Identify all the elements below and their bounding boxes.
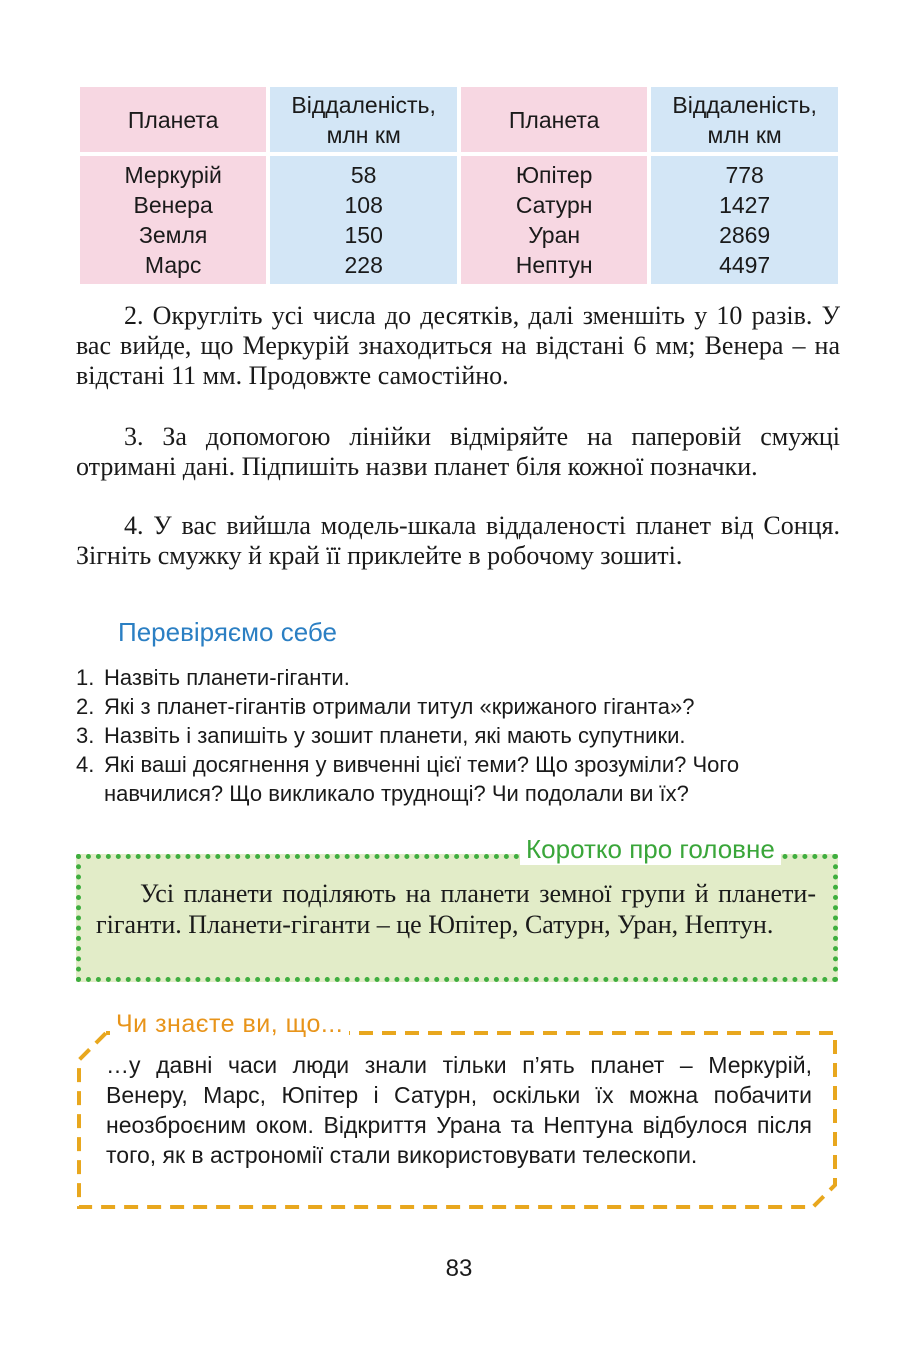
check-yourself-heading: Перевіряємо себе: [118, 617, 337, 647]
table-cell: Уран: [528, 222, 581, 248]
table-cell: 2869: [719, 222, 771, 248]
header-distance-right: Віддаленість, млн км: [651, 87, 838, 152]
did-you-know-text: …у давні часи люди знали тільки п’ять планет – Меркурій, Венеру, Марс, Юпітер і Сатурн, оскільки їх можна побачити неозброєним оком. Відкриття Урана та Нептуна відбулося після того, як в астрономії стали використовувати телескопи.: [106, 1052, 812, 1168]
header-planet-left: Планета: [80, 87, 266, 152]
summary-title: Коротко про головне: [520, 834, 781, 865]
list-item: 4. Які ваші досягнення у вивченні цієї теми? Що зрозуміли? Чого навчилися? Що викликало труднощі? Чи подолали ви їх?: [76, 752, 740, 806]
table-cell: 778: [725, 162, 764, 188]
table-cell: 4497: [719, 252, 771, 278]
table-cell: 228: [344, 252, 383, 278]
table-cell: Сатурн: [515, 192, 593, 218]
list-item: 2. Які з планет-гігантів отримали титул «крижаного гіганта»?: [76, 694, 695, 719]
table-cell: Нептун: [515, 252, 593, 278]
step-3-paragraph: 3. За допомогою лінійки відміряйте на паперовій смужці отримані дані. Підпишіть назви планет біля кожної позначки.: [76, 422, 840, 481]
left-distances-cell: [270, 156, 457, 284]
table-cell: Юпітер: [515, 162, 593, 188]
step-4-paragraph: 4. У вас вийшла модель-шкала віддаленості планет від Сонця. Зігніть смужку й край її приклейте в робочому зошиті.: [76, 511, 840, 570]
table-cell: Земля: [138, 222, 208, 248]
table-cell: 108: [344, 192, 383, 218]
list-item: 3. Назвіть і запишіть у зошит планети, які мають супутники.: [76, 723, 686, 748]
list-item: 1. Назвіть планети-гіганти.: [76, 665, 350, 690]
questions-list: [76, 663, 846, 808]
table-cell: 1427: [719, 192, 771, 218]
table-body-row: [80, 156, 838, 284]
table-header-row: [80, 87, 838, 152]
header-planet-right: Планета: [461, 87, 647, 152]
table-cell: 150: [344, 222, 383, 248]
page-number: 83: [445, 1255, 473, 1282]
right-distances-cell: [651, 156, 838, 284]
table-cell: Меркурій: [124, 162, 222, 188]
did-you-know-title: Чи знаєте ви, що...: [110, 1010, 349, 1039]
header-distance-left: Віддаленість, млн км: [270, 87, 457, 152]
table-cell: Венера: [133, 192, 213, 218]
step-2-paragraph: 2. Округліть усі числа до десятків, далі зменшіть у 10 разів. У вас вийде, що Меркурій знаходиться на відстані 6 мм; Венера – на відстані 11 мм. Продовжте самостійно.: [76, 301, 840, 390]
planet-distance-table: [76, 87, 842, 284]
summary-text: Усі планети поділяють на планети земної групи й планети-гіганти. Планети-гіганти – це Юпітер, Сатурн, Уран, Нептун.: [96, 879, 816, 939]
table-cell: 58: [350, 162, 377, 188]
right-planets-cell: [461, 156, 647, 284]
table-cell: Марс: [144, 252, 202, 278]
left-planets-cell: [80, 156, 266, 284]
